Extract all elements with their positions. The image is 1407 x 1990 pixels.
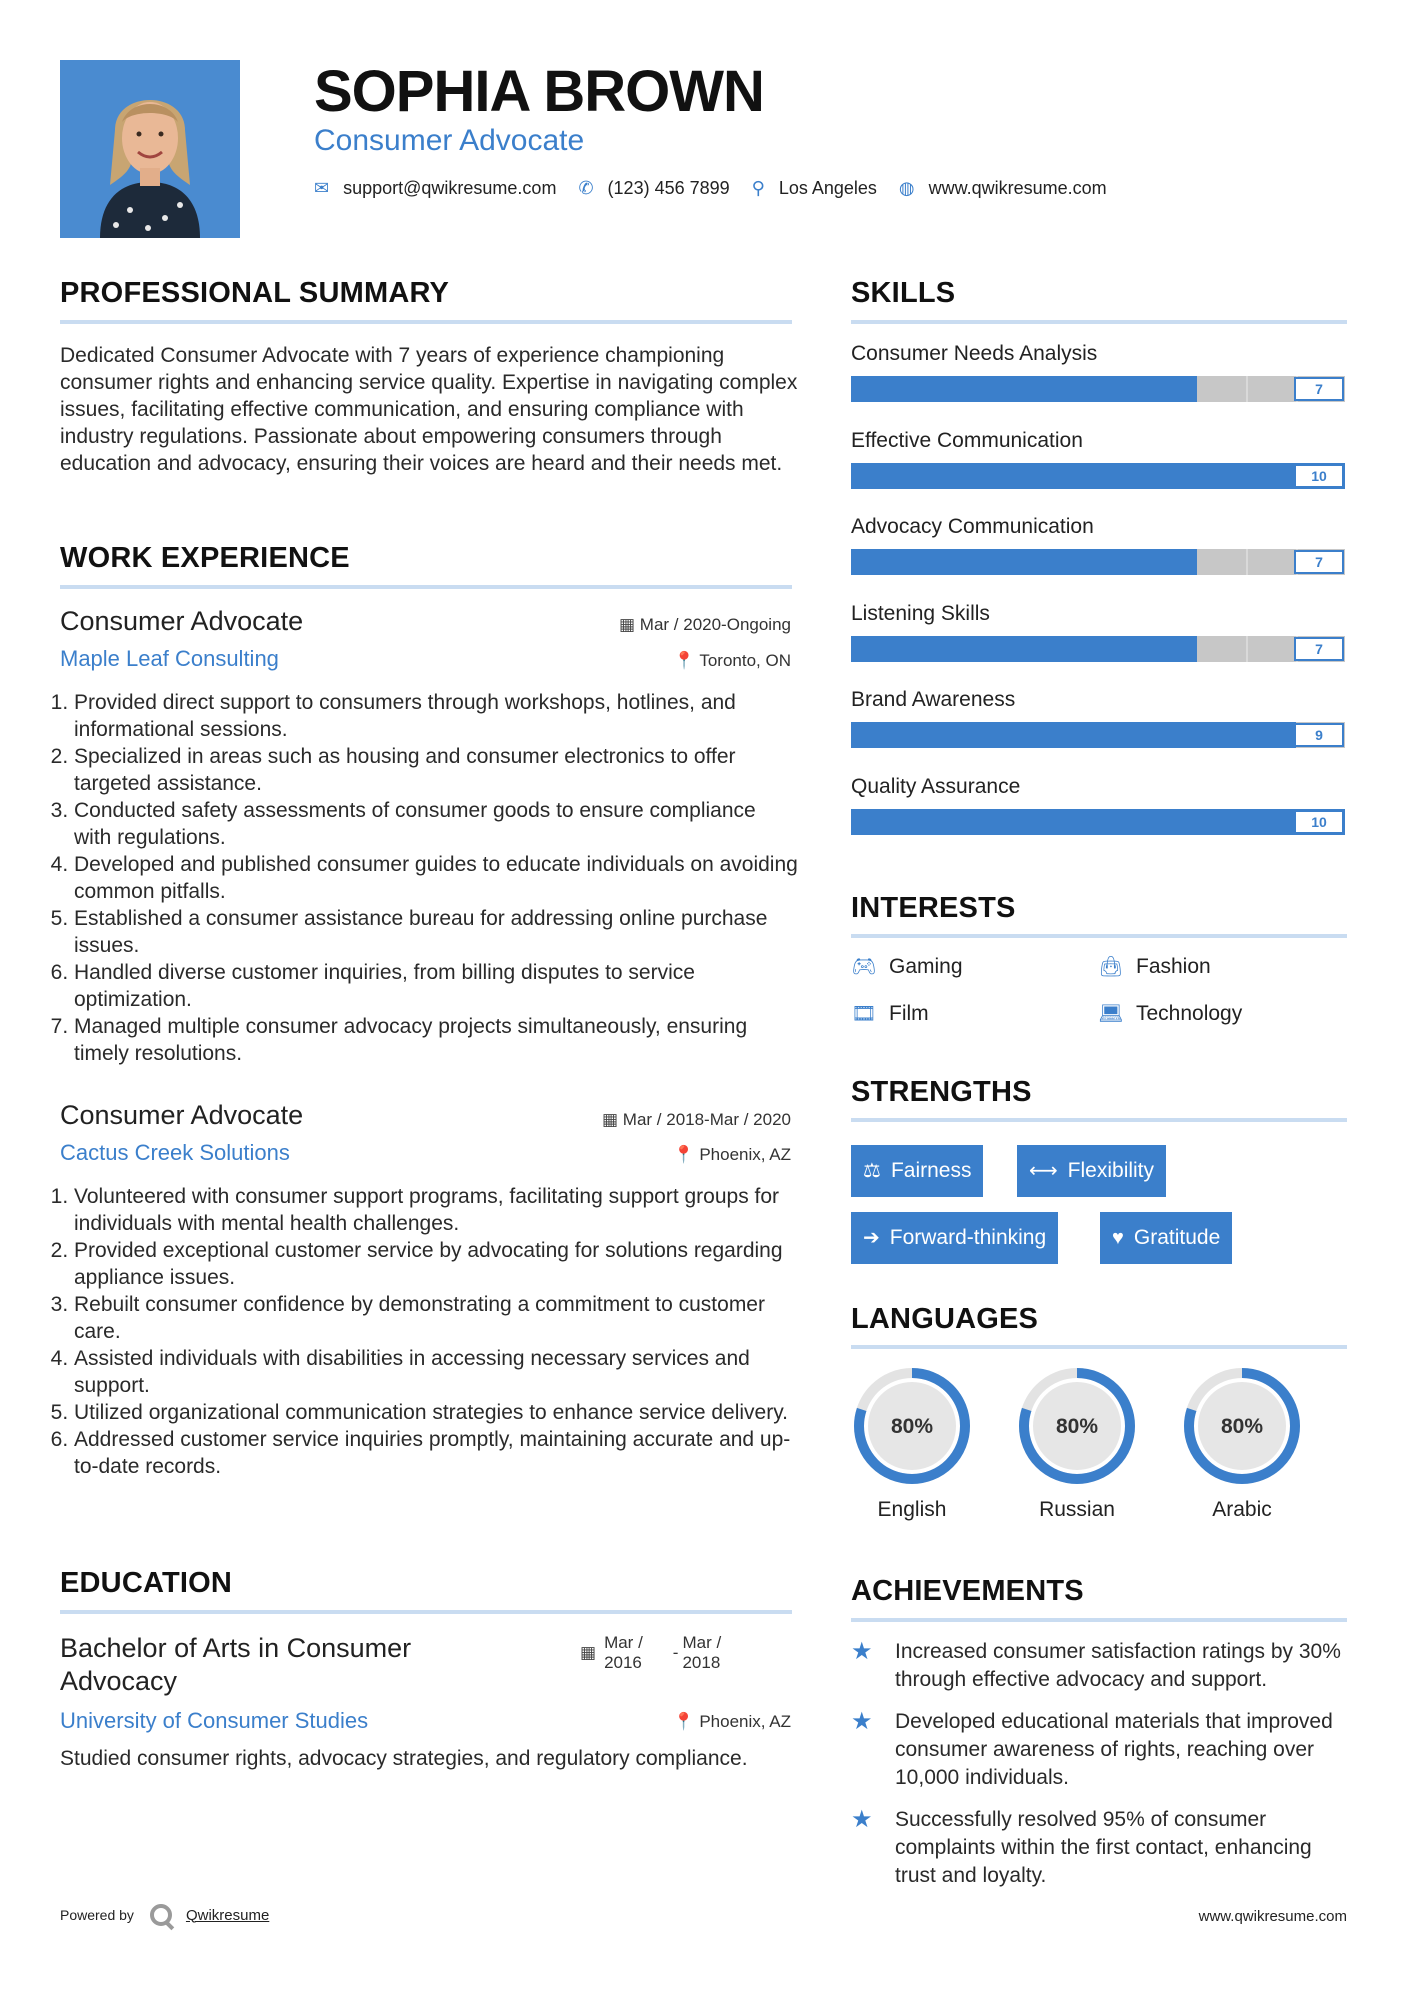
- bullet-item: 1. Provided direct support to consumers through workshops, hotlines, and informational sessions.: [74, 689, 798, 743]
- map-marker-icon: ⚲: [751, 178, 765, 198]
- skill-item: [851, 775, 1345, 835]
- portrait-illustration: [60, 60, 240, 238]
- education-description: Studied consumer rights, advocacy strategies, and regulatory compliance.: [60, 1747, 748, 1770]
- strengths-heading: STRENGTHS: [851, 1076, 1032, 1108]
- education-rule: [60, 1610, 792, 1614]
- interest-label: Film: [889, 1001, 929, 1025]
- film-icon: 🎞︎: [851, 1003, 877, 1025]
- heart-icon: ♥: [1112, 1227, 1124, 1249]
- interest-film: [851, 1001, 929, 1026]
- candidate-title: Consumer Advocate: [314, 124, 585, 157]
- calendar-icon: ▦: [602, 1110, 619, 1129]
- strengths-rule: [851, 1118, 1347, 1122]
- language-percent: 80%: [890, 1415, 934, 1438]
- summary-rule: [60, 320, 792, 324]
- pin-icon: 📍: [673, 651, 695, 670]
- education-date-separator: -: [672, 1643, 679, 1662]
- language-name: English: [877, 1498, 947, 1521]
- skill-label: Quality Assurance: [851, 774, 1021, 798]
- skills-heading: SKILLS: [851, 277, 956, 309]
- strength-fairness: [851, 1145, 983, 1197]
- language-percent: 80%: [1055, 1415, 1099, 1438]
- achievements-rule: [851, 1618, 1347, 1622]
- bullet-item: 3. Rebuilt consumer confidence by demonstrating a commitment to customer care.: [74, 1291, 798, 1345]
- interests-rule: [851, 934, 1347, 938]
- experience-heading: WORK EXPERIENCE: [60, 542, 350, 574]
- skill-bar: [851, 549, 1345, 575]
- job-2-bullets: [56, 1183, 798, 1480]
- interests-heading: INTERESTS: [851, 892, 1016, 924]
- education-school: University of Consumer Studies: [60, 1708, 369, 1733]
- globe-icon: ◍: [898, 178, 915, 198]
- arrow-right-icon: ➔: [863, 1227, 880, 1249]
- bullet-item: 3. Conducted safety assessments of consumer goods to ensure compliance with regulations.: [74, 797, 798, 851]
- bullet-item: 4. Developed and published consumer guides to educate individuals on avoiding common pitfalls.: [74, 851, 798, 905]
- skill-bar-fill: [851, 722, 1296, 748]
- language-item: [1181, 1365, 1303, 1522]
- language-item: [851, 1365, 973, 1522]
- skill-bar: [851, 809, 1345, 835]
- job-1-location-text: Toronto, ON: [699, 651, 791, 670]
- summary-heading: PROFESSIONAL SUMMARY: [60, 277, 450, 309]
- skill-item: [851, 342, 1345, 402]
- achievement-item: [851, 1806, 1347, 1890]
- gamepad-icon: 🎮︎: [851, 956, 877, 978]
- skill-bar: [851, 376, 1345, 402]
- achievement-item: [851, 1708, 1347, 1792]
- phone-text: (123) 456 7899: [607, 178, 730, 198]
- location-text: Los Angeles: [778, 178, 877, 198]
- contact-info: [314, 178, 1129, 199]
- interest-label: Technology: [1136, 1001, 1243, 1025]
- skill-value: 7: [1294, 637, 1344, 661]
- job-2-dates: [602, 1110, 791, 1130]
- laptop-icon: 💻︎: [1098, 1003, 1124, 1025]
- balance-scale-icon: ⚖: [863, 1160, 881, 1182]
- education-start-year: 2016: [604, 1653, 642, 1672]
- candidate-name: SOPHIA BROWN: [314, 59, 764, 124]
- skill-item: [851, 688, 1345, 748]
- languages-list: [851, 1365, 1347, 1535]
- star-icon: ★: [851, 1708, 873, 1735]
- strength-forward-thinking: [851, 1212, 1058, 1264]
- education-end-year: 2018: [682, 1653, 721, 1672]
- strength-label: Gratitude: [1133, 1226, 1221, 1249]
- skill-value: 9: [1294, 723, 1344, 747]
- pin-icon: 📍: [673, 1712, 695, 1731]
- envelope-icon: ✉: [314, 178, 330, 198]
- strength-flexibility: [1017, 1145, 1166, 1197]
- skill-label: Advocacy Communication: [851, 515, 1094, 538]
- skill-item: [851, 602, 1345, 662]
- bullet-item: 4. Assisted individuals with disabilities in accessing necessary services and support.: [74, 1345, 798, 1399]
- job-2-location: [673, 1145, 791, 1165]
- skill-bar: [851, 722, 1345, 748]
- skill-label: Listening Skills: [851, 601, 990, 625]
- job-1-dates: [619, 615, 791, 635]
- job-2-location-text: Phoenix, AZ: [699, 1145, 791, 1164]
- skill-bar-fill: [851, 463, 1345, 489]
- achievement-text: Developed educational materials that improved consumer awareness of rights, reaching over 10,000 individuals.: [895, 1710, 1333, 1789]
- skill-value: 7: [1294, 550, 1344, 574]
- job-1-company: Maple Leaf Consulting: [60, 646, 279, 671]
- skill-item: [851, 429, 1345, 489]
- language-donut: [1016, 1365, 1138, 1487]
- calendar-icon: ▦: [580, 1643, 597, 1662]
- job-2-title: Consumer Advocate: [60, 1100, 304, 1130]
- website-text: www.qwikresume.com: [928, 178, 1107, 198]
- skill-label: Effective Communication: [851, 428, 1083, 452]
- skill-bar: [851, 463, 1345, 489]
- skills-rule: [851, 320, 1347, 324]
- powered-by-text: Powered by: [60, 1907, 134, 1923]
- skill-bar-fill: [851, 809, 1345, 835]
- bullet-item: 7. Managed multiple consumer advocacy projects simultaneously, ensuring timely resolutions.: [74, 1013, 798, 1067]
- languages-rule: [851, 1345, 1347, 1349]
- education-end-month: Mar /: [682, 1633, 722, 1652]
- job-1-dates-text: Mar / 2020-Ongoing: [639, 615, 791, 634]
- summary-text: Dedicated Consumer Advocate with 7 years of experience championing consumer rights and enhancing service quality. Expertise in navigating complex issues, facilitating effective communication, and ensuring compliance with industry regulations. Passionate about empowering consumers through education and advocacy, ensuring their voices are heard and their needs met.: [60, 344, 798, 475]
- education-heading: EDUCATION: [60, 1567, 233, 1599]
- language-name: Arabic: [1212, 1498, 1272, 1521]
- languages-heading: LANGUAGES: [851, 1303, 1039, 1335]
- bullet-item: 2. Specialized in areas such as housing and consumer electronics to offer targeted assistance.: [74, 743, 798, 797]
- skill-bar-fill: [851, 549, 1197, 575]
- experience-rule: [60, 585, 792, 589]
- skill-bar-segment: [1246, 549, 1248, 575]
- job-1-title: Consumer Advocate: [60, 606, 304, 636]
- job-2-dates-text: Mar / 2018-Mar / 2020: [622, 1110, 791, 1129]
- bullet-item: 6. Handled diverse customer inquiries, from billing disputes to service optimization.: [74, 959, 798, 1013]
- achievement-item: [851, 1638, 1347, 1694]
- bullet-item: 1. Volunteered with consumer support programs, facilitating support groups for individuals with mental health challenges.: [74, 1183, 798, 1237]
- skill-bar-segment: [1246, 636, 1248, 662]
- shopping-bag-icon: 👜︎: [1098, 956, 1124, 978]
- contact-phone[interactable]: [578, 178, 729, 199]
- skill-label: Brand Awareness: [851, 688, 1016, 711]
- skill-value: 7: [1294, 377, 1344, 401]
- education-location-text: Phoenix, AZ: [699, 1712, 791, 1731]
- arrows-horizontal-icon: ⟷: [1029, 1160, 1058, 1182]
- job-1-location: [674, 651, 791, 671]
- education-start-month: Mar /: [604, 1633, 643, 1652]
- education-degree: Bachelor of Arts in Consumer Advocacy: [60, 1633, 412, 1696]
- interest-gaming: [851, 954, 963, 979]
- star-icon: ★: [851, 1638, 873, 1665]
- strength-gratitude: [1100, 1212, 1232, 1264]
- contact-website[interactable]: [899, 178, 1107, 199]
- skill-item: [851, 515, 1345, 575]
- language-name: Russian: [1039, 1498, 1115, 1521]
- skill-bar-fill: [851, 636, 1197, 662]
- footer-url[interactable]: www.qwikresume.com: [1198, 1908, 1347, 1925]
- skill-value: 10: [1294, 464, 1344, 488]
- achievement-text: Increased consumer satisfaction ratings by 30% through effective advocacy and support.: [895, 1640, 1341, 1691]
- pin-icon: 📍: [673, 1145, 695, 1164]
- language-percent: 80%: [1220, 1415, 1264, 1438]
- profile-photo: [60, 60, 240, 238]
- skill-bar-segment: [1246, 376, 1248, 402]
- skill-bar: [851, 636, 1345, 662]
- interest-fashion: [1098, 954, 1211, 979]
- calendar-icon: ▦: [619, 615, 636, 634]
- strength-label: Fairness: [890, 1159, 972, 1182]
- contact-location: [752, 178, 877, 199]
- skill-bar-fill: [851, 376, 1197, 402]
- qwikresume-logo-icon: [150, 1904, 172, 1926]
- language-donut: [851, 1365, 973, 1487]
- education-location: [673, 1712, 791, 1732]
- achievement-text: Successfully resolved 95% of consumer complaints within the first contact, enhancing trust and loyalty.: [895, 1808, 1312, 1887]
- qwikresume-link[interactable]: Qwikresume: [185, 1906, 270, 1924]
- email-text: support@qwikresume.com: [343, 178, 557, 198]
- strength-label: Flexibility: [1067, 1159, 1155, 1182]
- bullet-item: 5. Established a consumer assistance bureau for addressing online purchase issues.: [74, 905, 798, 959]
- powered-by: [60, 1904, 269, 1926]
- interest-label: Gaming: [889, 954, 963, 978]
- skill-label: Consumer Needs Analysis: [851, 342, 1098, 365]
- phone-icon: ✆: [578, 178, 594, 198]
- bullet-item: 5. Utilized organizational communication strategies to enhance service delivery.: [74, 1399, 798, 1426]
- skill-value: 10: [1294, 810, 1344, 834]
- achievements-heading: ACHIEVEMENTS: [851, 1575, 1084, 1607]
- language-item: [1016, 1365, 1138, 1522]
- interest-technology: [1098, 1001, 1242, 1026]
- bullet-item: 2. Provided exceptional customer service by advocating for solutions regarding appliance issues.: [74, 1237, 798, 1291]
- star-icon: ★: [851, 1806, 873, 1833]
- job-1-bullets: [56, 689, 798, 1067]
- job-2-company: Cactus Creek Solutions: [60, 1140, 290, 1165]
- bullet-item: 6. Addressed customer service inquiries promptly, maintaining accurate and up-to-date records.: [74, 1426, 798, 1480]
- language-donut: [1181, 1365, 1303, 1487]
- education-dates: [580, 1633, 721, 1673]
- achievements-list: [851, 1638, 1347, 1904]
- strength-label: Forward-thinking: [889, 1226, 1047, 1249]
- interest-label: Fashion: [1136, 954, 1211, 978]
- contact-email[interactable]: [314, 178, 556, 199]
